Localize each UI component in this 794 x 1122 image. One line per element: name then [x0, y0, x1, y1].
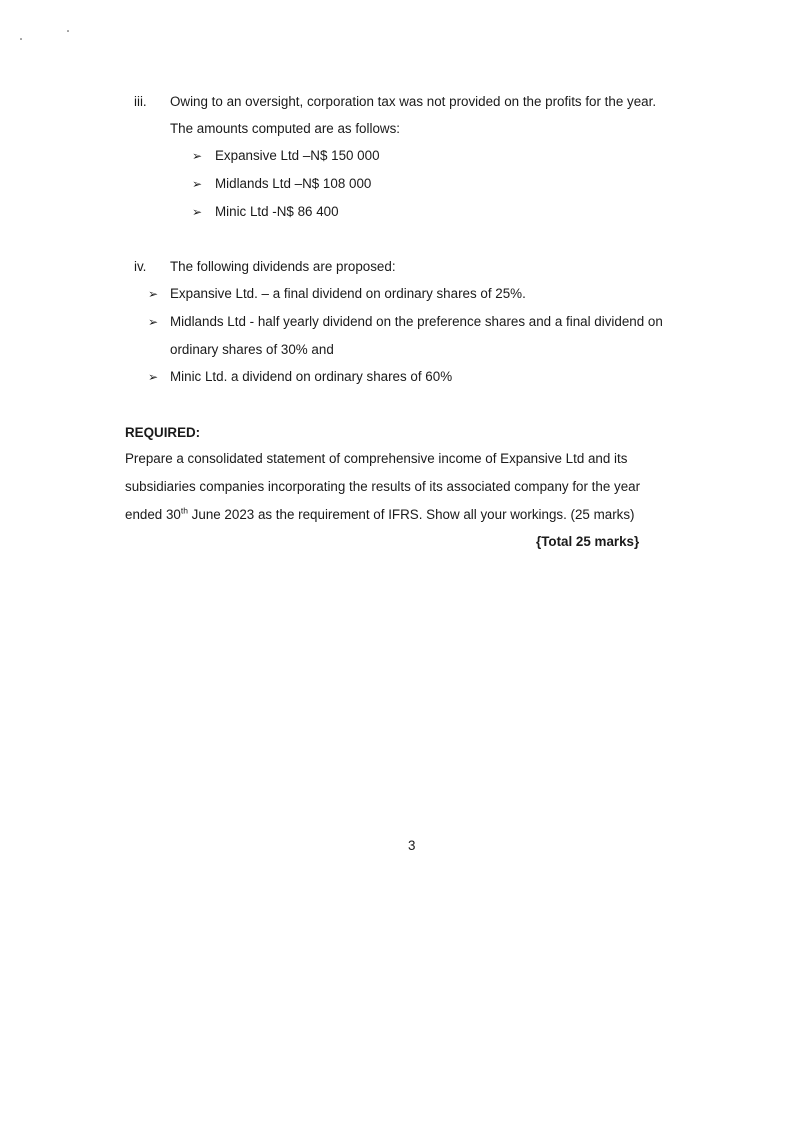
required-line-3-end: June 2023 as the requirement of IFRS. Show all your workings. (25 marks) — [187, 507, 635, 522]
required-heading: REQUIRED: — [125, 425, 201, 440]
dividend-item-midlands-line-1: Midlands Ltd - half yearly dividend on the preference shares and a final dividend on — [170, 314, 663, 329]
section-iii-line-2: The amounts computed are as follows: — [170, 121, 400, 136]
dividend-item-expansive: Expansive Ltd. – a final dividend on ordinary shares of 25%. — [170, 286, 526, 301]
section-iv-number: iv. — [134, 259, 147, 274]
page-number: 3 — [408, 838, 416, 853]
ordinal-suffix: th — [180, 505, 188, 516]
required-line-2: subsidiaries companies incorporating the results of its associated company for the year — [125, 479, 641, 494]
section-iv-intro: The following dividends are proposed: — [170, 259, 396, 274]
dividend-item-midlands-line-2: ordinary shares of 30% and — [170, 342, 334, 357]
section-iii-line-1: Owing to an oversight, corporation tax was not provided on the profits for the year. — [170, 94, 657, 109]
arrowhead-bullet-icon: ➢ — [148, 315, 159, 329]
arrowhead-bullet-icon: ➢ — [148, 370, 159, 384]
section-iii-number: iii. — [134, 94, 147, 109]
dividend-item-minic: Minic Ltd. a dividend on ordinary shares of 60% — [170, 369, 453, 384]
tax-item-midlands: Midlands Ltd –N$ 108 000 — [215, 176, 372, 191]
required-line-3 — [125, 507, 635, 522]
tax-item-minic: Minic Ltd -N$ 86 400 — [215, 204, 339, 219]
arrowhead-bullet-icon: ➢ — [192, 177, 203, 191]
arrowhead-bullet-icon: ➢ — [148, 287, 159, 301]
scan-speck — [67, 30, 69, 32]
required-line-3-start: ended 30 — [125, 507, 181, 522]
arrowhead-bullet-icon: ➢ — [192, 149, 203, 163]
arrowhead-bullet-icon: ➢ — [192, 205, 203, 219]
required-line-1: Prepare a consolidated statement of comprehensive income of Expansive Ltd and its — [125, 451, 628, 466]
tax-item-expansive: Expansive Ltd –N$ 150 000 — [215, 148, 380, 163]
scan-speck — [20, 38, 22, 40]
total-marks: {Total 25 marks} — [536, 534, 640, 549]
